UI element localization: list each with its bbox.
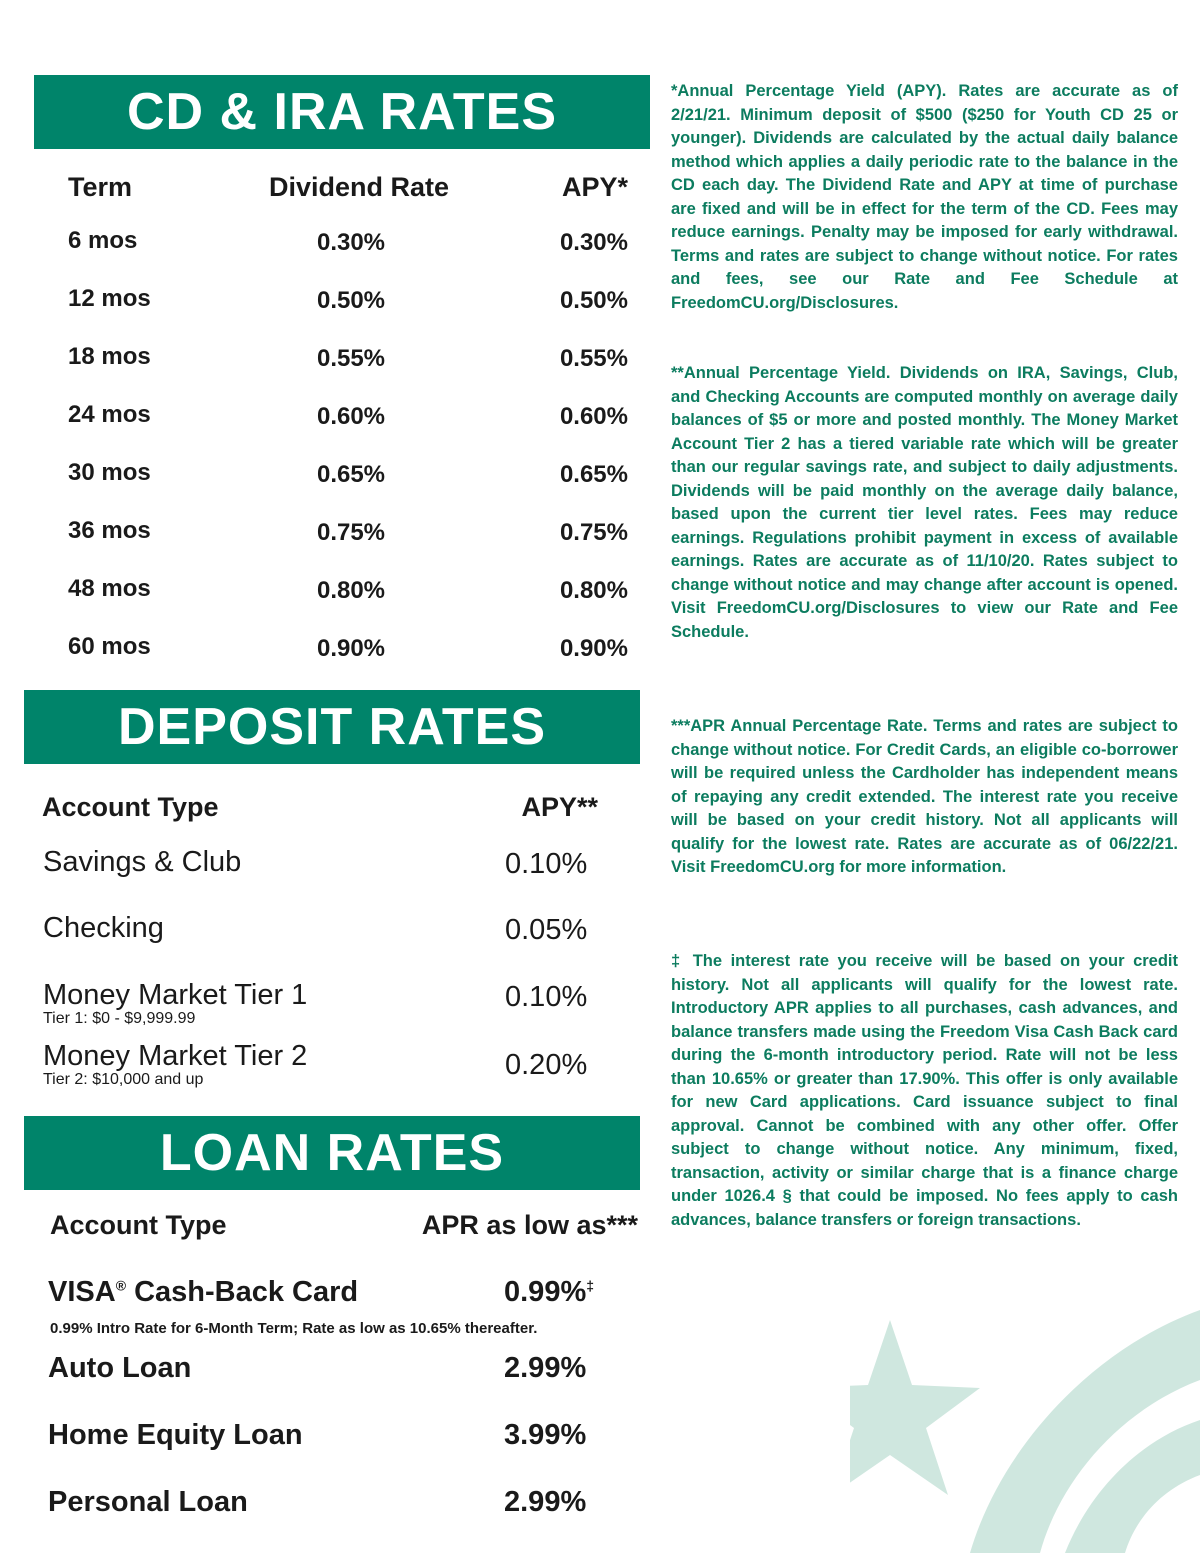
account-type-header: Account Type: [42, 792, 219, 822]
apy-cell: 0.05%: [505, 914, 588, 946]
double-dagger-mark: ‡: [586, 1277, 595, 1294]
rate-cell: 0.50%: [316, 287, 386, 314]
star-swoosh-logo-icon: [850, 1290, 1200, 1553]
rate-cell: 0.30%: [316, 229, 386, 256]
rate-cell: 0.80%: [316, 577, 386, 604]
table-row: [68, 517, 628, 557]
table-row: [68, 633, 628, 673]
apy-header: APY**: [521, 792, 598, 822]
table-row: [68, 343, 628, 383]
apy-cell: 0.10%: [505, 848, 588, 880]
table-row: [48, 1419, 608, 1452]
table-row: [43, 979, 593, 1028]
account-name: Money Market Tier 2: [43, 1040, 308, 1072]
visa-label: VISA: [48, 1276, 116, 1308]
apr-value: 0.99%: [504, 1276, 587, 1308]
term-cell: 12 mos: [68, 285, 151, 312]
apy-cell: 0.75%: [559, 519, 628, 546]
apy-cd-disclosure: *Annual Percentage Yield (APY). Rates are accurate as of 2/21/21. Minimum deposit of $500 ($250 for Youth CD 25 or younger). Dividends are calculated by the actual daily balance method which applies a daily periodic rate to the balance in the CD each day. The Dividend Rate and APY at time of purchase are fixed and will be in effect for the term of the CD. Fees may reduce earnings. Penalty may be imposed for early withdrawal. Terms and rates are subject to change without notice. For rates and fees, see our Rate and Fee Schedule at FreedomCU.org/Disclosures.: [671, 82, 1178, 312]
apy-cell: 0.80%: [559, 577, 628, 604]
table-row: [48, 1276, 608, 1309]
account-name: Auto Loan: [48, 1352, 192, 1384]
rate-cell: 0.55%: [316, 345, 386, 372]
apy-cell: 0.55%: [559, 345, 628, 372]
apy-deposit-disclosure: **Annual Percentage Yield. Dividends on IRA, Savings, Club, and Checking Accounts are computed monthly on average daily balances of $5 or more and posted monthly. The Money Market Account Tier 2 has a tiered variable rate which will be greater than our regular savings rate, and subject to daily adjustments. Dividends will be paid monthly on the average daily balance, based upon the current tier level rates. Fees may reduce earnings. Regulations prohibit payment in excess of available earnings. Rates are accurate as of 11/10/20. Rates subject to change without notice and may change after account is opened. Visit FreedomCU.org/Disclosures to view our Rate and Fee Schedule.: [671, 364, 1178, 641]
term-cell: 30 mos: [68, 459, 151, 486]
apy-header: APY*: [561, 172, 628, 202]
cd-table-header: [68, 172, 628, 212]
apy-cell: 0.60%: [559, 403, 628, 430]
apy-cell: 0.20%: [505, 1049, 588, 1081]
table-row: [43, 846, 593, 879]
rate-cell: 0.90%: [316, 635, 386, 662]
term-cell: 18 mos: [68, 343, 151, 370]
apy-cell: 0.10%: [505, 981, 588, 1013]
loan-table-header: [50, 1210, 638, 1241]
tier-range: Tier 2: $10,000 and up: [43, 1071, 204, 1088]
account-type-header: Account Type: [50, 1210, 227, 1240]
table-row: [68, 227, 628, 267]
apr-cell: 2.99%: [504, 1486, 587, 1518]
table-row: [48, 1486, 608, 1519]
apy-cell: 0.50%: [559, 287, 628, 314]
dividend-rate-header: Dividend Rate: [268, 172, 450, 202]
account-name: Home Equity Loan: [48, 1419, 303, 1451]
account-name: Checking: [43, 912, 164, 944]
apy-cell: 0.30%: [559, 229, 628, 256]
term-cell: 6 mos: [68, 227, 138, 254]
account-name: Money Market Tier 1: [43, 979, 308, 1011]
account-name: [48, 1276, 358, 1308]
table-row: [48, 1352, 608, 1385]
credit-disclosure: ‡ The interest rate you receive will be based on your credit history. Not all applicants will qualify for the lowest rate. Introductory APR applies to all purchases, cash advances, and balance transfers made using the Freedom Visa Cash Back card during the 6-month introductory period. Rate will not be less than 10.65% or greater than 17.90%. This offer is only available for new Card applications. Card issuance subject to final approval. Cannot be combined with any other offer. Offer subject to change without notice. Any minimum, fixed, transaction, activity or similar charge that is a finance charge under 1026.4 § that could be imposed. No fees apply to cash advances, balance transfers or foreign transactions.: [671, 952, 1178, 1229]
apr-cell: [504, 1276, 594, 1309]
deposit-table-header: [42, 792, 598, 823]
term-cell: 48 mos: [68, 575, 151, 602]
visa-intro-note: 0.99% Intro Rate for 6-Month Term; Rate as low as 10.65% thereafter.: [50, 1320, 538, 1337]
table-row: [68, 459, 628, 499]
term-cell: 24 mos: [68, 401, 151, 428]
deposit-rates-banner: DEPOSIT RATES: [24, 690, 640, 764]
account-name: Savings & Club: [43, 846, 242, 878]
tier-range: Tier 1: $0 - $9,999.99: [43, 1010, 196, 1027]
term-cell: 36 mos: [68, 517, 151, 544]
apr-disclosure: ***APR Annual Percentage Rate. Terms and rates are subject to change without notice. For Credit Cards, an eligible co-borrower will be required unless the Cardholder has independent means of repaying any credit extended. The interest rate you receive will be based on your credit history. Not all applicants will qualify for the lowest rate. Rates are accurate as of 06/22/21. Visit FreedomCU.org for more information.: [671, 717, 1178, 876]
table-row: [68, 401, 628, 441]
apy-cell: 0.65%: [559, 461, 628, 488]
rate-cell: 0.65%: [316, 461, 386, 488]
loan-rates-banner: LOAN RATES: [24, 1116, 640, 1190]
apy-cell: 0.90%: [559, 635, 628, 662]
cd-ira-banner: CD & IRA RATES: [34, 75, 650, 149]
table-row: [43, 1040, 593, 1089]
table-row: [43, 912, 593, 945]
apr-header: APR as low as***: [421, 1210, 638, 1240]
apr-cell: 3.99%: [504, 1419, 587, 1451]
rate-cell: 0.75%: [316, 519, 386, 546]
apr-cell: 2.99%: [504, 1352, 587, 1384]
term-cell: 60 mos: [68, 633, 151, 660]
account-name: Personal Loan: [48, 1486, 248, 1518]
registered-mark: ®: [115, 1277, 127, 1294]
term-header: Term: [68, 172, 133, 202]
visa-card-label: Cash-Back Card: [126, 1276, 359, 1308]
table-row: [68, 575, 628, 615]
rate-cell: 0.60%: [316, 403, 386, 430]
table-row: [68, 285, 628, 325]
